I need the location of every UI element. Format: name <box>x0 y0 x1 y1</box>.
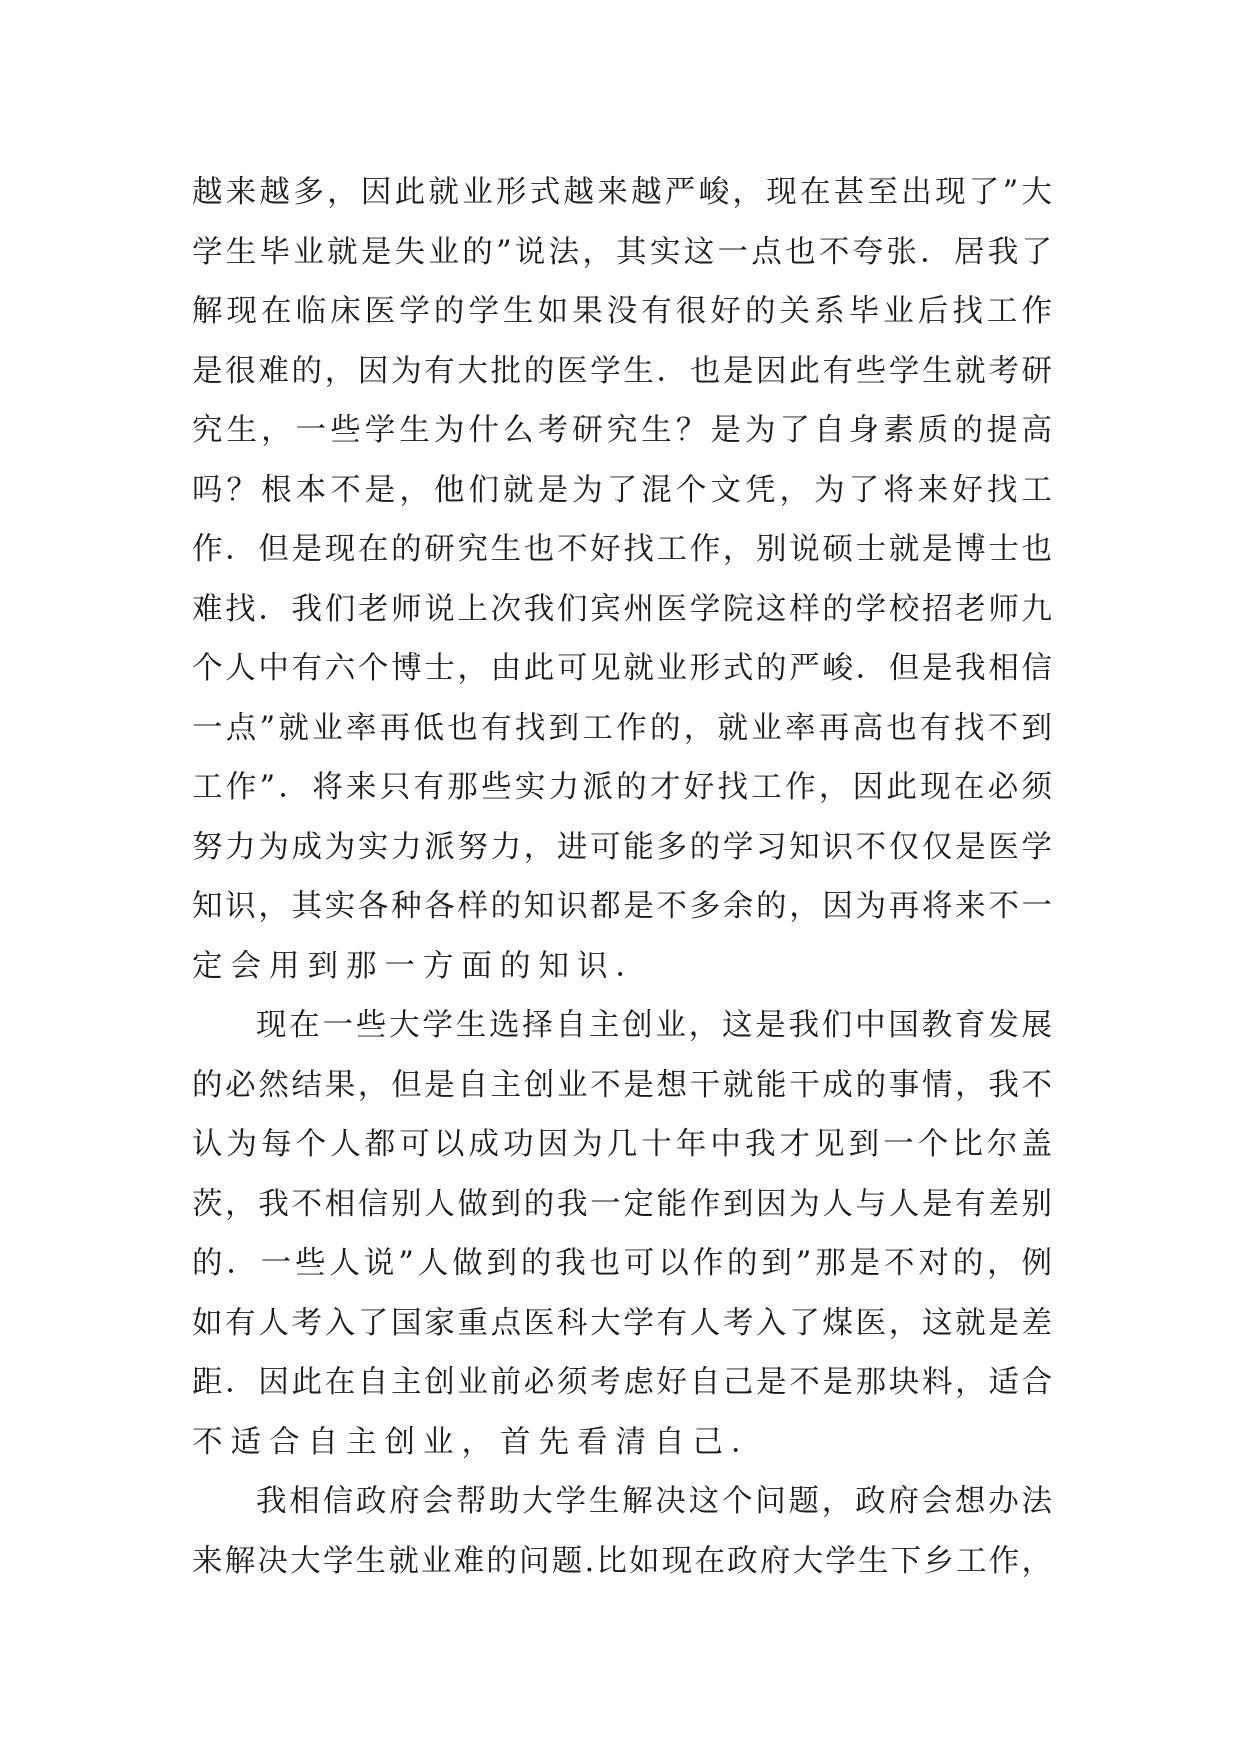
text-line: 是很难的，因为有大批的医学生．也是因此有些学生就考研 <box>192 353 1052 389</box>
text-line: 茨，我不相信别人做到的我一定能作到因为人与人是有差别 <box>192 1186 1052 1222</box>
text-line: 的必然结果，但是自主创业不是想干就能干成的事情，我不 <box>192 1067 1052 1103</box>
text-line: 认为每个人都可以成功因为几十年中我才见到一个比尔盖 <box>192 1127 1052 1162</box>
text-line: 个人中有六个博士，由此可见就业形式的严峻．但是我相信 <box>192 651 1052 686</box>
text-line: 如有人考入了国家重点医科大学有人考入了煤医，这就是差 <box>192 1305 1052 1341</box>
text-line: 难找．我们老师说上次我们宾州医学院这样的学校招老师九 <box>192 591 1052 627</box>
text-line: 究生，一些学生为什么考研究生？是为了自身素质的提高 <box>192 413 1052 448</box>
text-line: 吗？根本不是，他们就是为了混个文凭，为了将来好找工 <box>192 472 1052 508</box>
text-line: 学生毕业就是失业的”说法，其实这一点也不夸张．居我了 <box>192 234 1052 270</box>
body-text <box>192 163 1052 1591</box>
text-line: 努力为成为实力派努力，进可能多的学习知识不仅仅是医学 <box>192 829 1052 865</box>
text-line: 作．但是现在的研究生也不好找工作，别说硕士就是博士也 <box>192 532 1052 567</box>
paragraph-first-line: 现在一些大学生选择自主创业，这是我们中国教育发展 <box>256 1008 1052 1043</box>
text-line: 解现在临床医学的学生如果没有很好的关系毕业后找工作 <box>192 294 1052 329</box>
text-line: 工作”．将来只有那些实力派的才好找工作，因此现在必须 <box>192 770 1052 805</box>
text-line: 来解决大学生就业难的问题.比如现在政府大学生下乡工作， <box>192 1543 1052 1579</box>
text-line: 的．一些人说”人做到的我也可以作的到”那是不对的，例 <box>192 1246 1052 1281</box>
text-line: 知识，其实各种各样的知识都是不多余的，因为再将来不一 <box>192 889 1052 924</box>
text-line: 越来越多，因此就业形式越来越严峻，现在甚至出现了”大 <box>192 175 1052 210</box>
paragraph-end-line: 定会用到那一方面的知识． <box>192 948 654 984</box>
text-line: 一点”就业率再低也有找到工作的，就业率再高也有找不到 <box>192 710 1052 746</box>
text-line: 距．因此在自主创业前必须考虑好自己是不是那块料，适合 <box>192 1365 1052 1400</box>
paragraph-end-line: 不适合自主创业，首先看清自己． <box>192 1424 770 1460</box>
paragraph-first-line: 我相信政府会帮助大学生解决这个问题，政府会想办法 <box>256 1484 1052 1519</box>
